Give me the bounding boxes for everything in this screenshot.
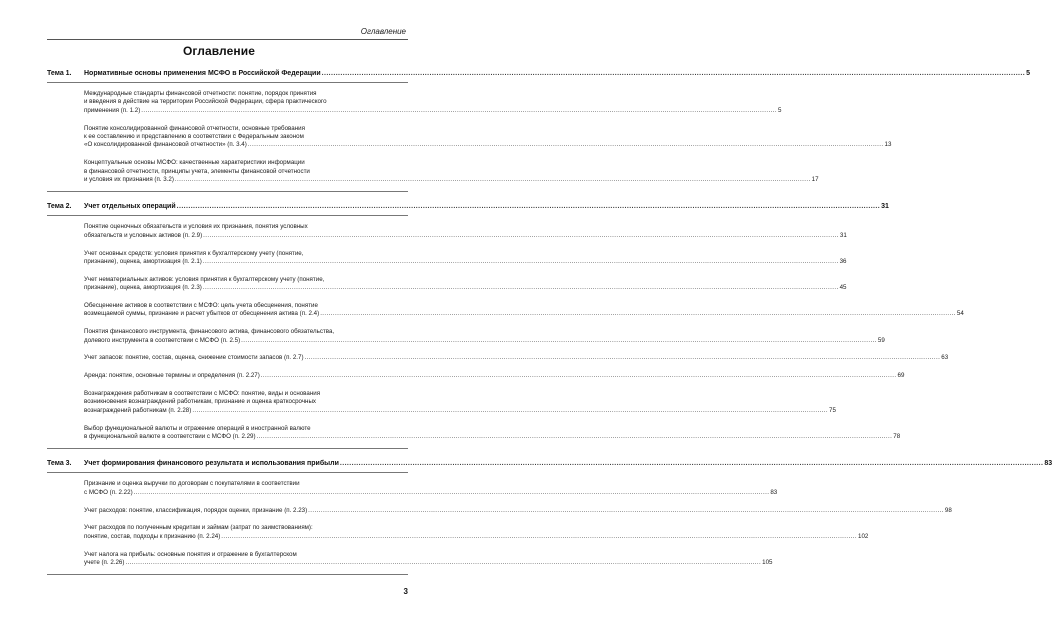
dot-leader: ............................................................................................................................................................................................................................................................................................................ [308,506,944,514]
toc-entry[interactable] [84,275,847,293]
topic-entries [47,473,952,567]
topic-page-number: 5 [1026,70,1030,77]
topic-page-number: 83 [1044,460,1052,468]
topic-end-rule [47,574,408,575]
entry-page-number: 31 [839,231,847,239]
entry-page-number: 45 [839,284,847,292]
dot-leader: ............................................................................................................................................................................................................................................................................................................ [256,433,893,441]
entry-text-line: Учет расходов по полученным кредитам и займам (затрат по заимствованиям): [84,524,313,532]
entry-last-line [84,354,949,362]
entry-page-number: 75 [829,406,836,414]
toc-entry[interactable] [84,424,901,442]
table-of-contents [47,69,1052,575]
entry-page-number: 59 [877,336,885,344]
toc-entry[interactable] [84,390,836,415]
dot-leader: ............................................................................................................................................................................................................................................................................................................ [133,488,770,496]
entry-page-number: 69 [897,372,905,380]
entry-text-line: Учет запасов: понятие, состав, оценка, снижение стоимости запасов (п. 2.7) [84,354,304,362]
entry-text-line: Понятие консолидированной финансовой отчетности, основные требования [84,124,305,132]
entry-last-line [84,310,964,318]
dot-leader: ............................................................................................................................................................................................................................................................................................................ [339,460,1044,468]
entry-page-number: 102 [858,532,869,540]
entry-last-line [84,106,782,115]
entry-text-line: долевого инструмента в соответствии с МСФО (п. 2.5) [84,336,241,344]
topic-title: Учет отдельных операций [84,203,176,211]
dot-leader: ............................................................................................................................................................................................................................................................................................................ [174,176,811,184]
entry-text-line: Понятия финансового инструмента, финансового актива, финансового обязательства, [84,328,335,336]
entry-text-line: вознаграждений работникам (п. 2.28) [84,406,192,414]
dot-leader: ............................................................................................................................................................................................................................................................................................................ [304,354,941,362]
entry-last-line [84,433,901,441]
entry-text-line: возмещаемой суммы, признание и расчет убытков от обесценения актива (п. 2.4) [84,310,320,318]
entry-text-line: Концептуальные основы МСФО: качественные характеристики информации [84,159,305,167]
topic-rule [47,82,408,83]
entry-page-number: 54 [956,310,964,318]
toc-entry[interactable] [84,550,773,568]
entry-text-line: Учет нематериальных активов: условия принятия к бухгалтерскому учету (понятие, [84,275,325,283]
topic-entries [47,216,964,441]
dot-leader: ............................................................................................................................................................................................................................................................................................................ [202,284,839,292]
entry-text-line: Понятие оценочных обязательств и условия их признания, понятия условных [84,223,308,231]
entry-page-number: 13 [884,141,892,149]
dot-leader: ............................................................................................................................................................................................................................................................................................................ [221,532,858,540]
entry-page-number: 105 [762,559,773,567]
topic-heading[interactable] [47,69,1030,79]
entry-text-line: признание), оценка, амортизация (п. 2.1) [84,258,202,266]
toc-entry[interactable] [84,524,869,541]
toc-topic [47,202,964,449]
entry-text-line: Аренда: понятие, основные термины и определения (п. 2.27) [84,372,260,380]
entry-last-line [84,141,892,149]
entry-page-number: 83 [770,488,778,496]
entry-text-line: в финансовой отчетности, принципы учета, элементы финансовой отчетности [84,167,310,175]
entry-text-line: применения (п. 1.2) [84,106,141,114]
entry-last-line [84,532,869,541]
entry-last-line [84,176,819,184]
topic-heading[interactable] [47,202,889,212]
topic-end-rule [47,448,408,449]
entry-last-line [84,372,905,380]
dot-leader: ............................................................................................................................................................................................................................................................................................................ [192,406,829,414]
entry-text-line: «О консолидированной финансовой отчетности» (п. 3.4) [84,141,247,149]
toc-entry[interactable] [84,302,964,319]
entry-page-number: 36 [839,258,847,266]
entry-text-line: к ее составлению и представлению в соответствии с Федеральным законом [84,133,304,141]
page-title: Оглавление [183,44,255,58]
toc-entry[interactable] [84,124,892,150]
topic-end-rule [47,191,408,192]
page-number: 3 [403,587,408,596]
entry-text-line: с МСФО (п. 2.22) [84,488,133,496]
topic-heading[interactable] [47,459,1052,469]
entry-page-number: 78 [893,433,901,441]
topic-title: Учет формирования финансового результата и использования прибыли [84,460,339,468]
entry-text-line: Обесценение активов в соответствии с МСФО: цель учета обесценения, понятие [84,302,318,310]
toc-entry[interactable] [84,223,847,240]
topic-number: Тема 3. [47,460,72,468]
entry-page-number: 98 [944,506,952,514]
entry-text-line: Международные стандарты финансовой отчетности: понятие, порядок принятия [84,90,317,97]
entry-last-line [84,559,773,567]
entry-last-line [84,406,836,415]
topic-title: Нормативные основы применения МСФО в Российской Федерации [84,70,321,77]
toc-topic [47,69,1030,192]
dot-leader: ............................................................................................................................................................................................................................................................................................................ [241,336,877,344]
toc-entry[interactable] [84,90,782,115]
topic-rule [47,472,408,473]
dot-leader: ............................................................................................................................................................................................................................................................................................................ [141,106,777,114]
toc-entry[interactable] [84,372,905,380]
entry-last-line [84,258,847,266]
entry-text-line: в функциональной валюте в соответствии с МСФО (п. 2.29) [84,433,256,441]
entry-text-line: Учет расходов: понятие, классификация, порядок оценки, признание (п. 2.23) [84,506,308,514]
dot-leader: ............................................................................................................................................................................................................................................................................................................ [202,258,839,266]
header-rule [47,39,408,40]
entry-text-line: возникновения вознаграждений работникам, признание и оценка краткосрочных [84,398,317,406]
entry-text-line: понятие, состав, подходы к признанию (п. 2.24) [84,532,221,540]
entry-last-line [84,488,778,497]
entry-last-line [84,231,847,240]
entry-text-line: и введения в действие на территории Российской Федерации, сфера практического [84,98,327,106]
topic-page-number: 31 [881,203,889,211]
entry-last-line [84,506,952,515]
entry-text-line: признание), оценка, амортизация (п. 2.3) [84,284,202,292]
entry-text-line: Вознаграждения работникам в соответствии с МСФО: понятие, виды и основания [84,390,321,398]
dot-leader: ............................................................................................................................................................................................................................................................................................................ [321,70,1026,77]
dot-leader: ............................................................................................................................................................................................................................................................................................................ [320,310,956,318]
entry-page-number: 63 [941,354,949,362]
entry-last-line [84,284,847,292]
toc-topic [47,459,1052,575]
dot-leader: ............................................................................................................................................................................................................................................................................................................ [247,141,884,149]
toc-entry[interactable] [84,506,952,515]
dot-leader: ............................................................................................................................................................................................................................................................................................................ [176,203,881,211]
topic-rule [47,215,408,216]
toc-entry[interactable] [84,354,949,362]
entry-page-number: 5 [778,106,782,114]
entry-text-line: и условия их признания (п. 3.2) [84,176,174,184]
dot-leader: ............................................................................................................................................................................................................................................................................................................ [125,559,762,567]
toc-entry[interactable] [84,159,819,184]
toc-entry[interactable] [84,480,778,497]
toc-entry[interactable] [84,249,847,267]
entry-text-line: обязательств и условных активов (п. 2.9) [84,231,203,239]
entry-last-line [84,336,885,345]
topic-entries [47,83,892,184]
entry-text-line: Признание и оценка выручки по договорам с покупателями в соответствии [84,480,300,488]
entry-page-number: 17 [811,176,819,184]
running-head: Оглавление [360,27,406,36]
entry-text-line: Выбор функциональной валюты и отражение операций в иностранной валюте [84,424,311,432]
entry-text-line: Учет основных средств: условия принятия к бухгалтерскому учету (понятие, [84,249,304,257]
entry-text-line: Учет налога на прибыль: основные понятия и отражение в бухгалтерском [84,550,297,558]
topic-number: Тема 1. [47,70,72,77]
topic-number: Тема 2. [47,203,72,211]
dot-leader: ............................................................................................................................................................................................................................................................................................................ [260,372,897,380]
entry-text-line: учете (п. 2.26) [84,559,125,567]
toc-entry[interactable] [84,328,885,345]
dot-leader: ............................................................................................................................................................................................................................................................................................................ [203,231,839,239]
